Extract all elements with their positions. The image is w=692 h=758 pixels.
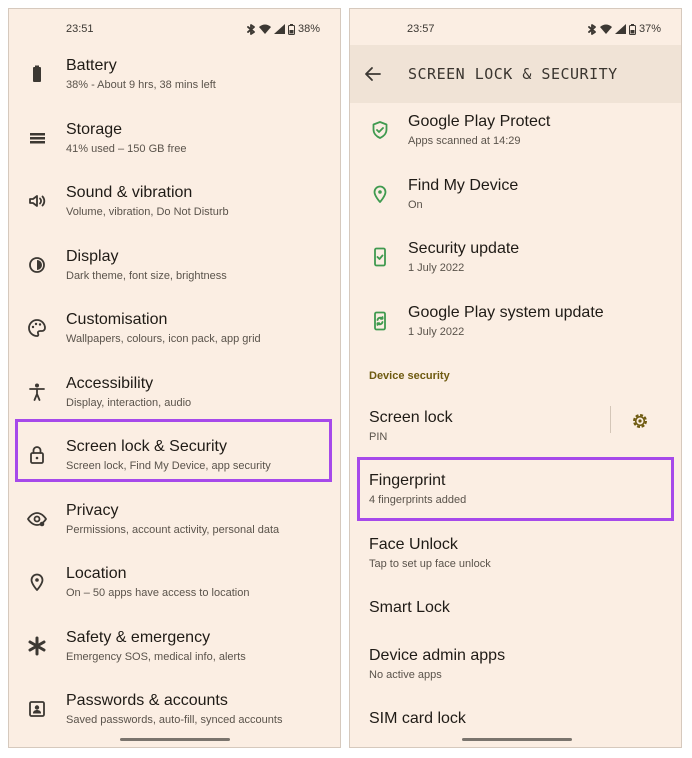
wifi-icon — [600, 24, 612, 34]
security-item-find-my-device[interactable] — [350, 169, 681, 229]
settings-item-subtitle: Permissions, account activity, personal data — [66, 524, 280, 536]
battery-status-icon — [288, 24, 295, 35]
divider — [610, 406, 611, 433]
security-item-title: Find My Device — [408, 177, 519, 194]
gear-icon[interactable] — [630, 411, 650, 431]
device-item-title: Screen lock — [369, 409, 453, 426]
settings-item-title: Accessibility — [66, 375, 154, 392]
sound-icon — [26, 190, 48, 212]
settings-item-title: Storage — [66, 121, 123, 138]
app-bar — [350, 45, 681, 103]
settings-item-storage[interactable] — [9, 113, 340, 173]
section-header-device-security: Device security — [369, 370, 450, 382]
device-item-subtitle: 4 fingerprints added — [369, 494, 467, 506]
settings-item-title: Location — [66, 565, 127, 582]
device-item-title: Fingerprint — [369, 472, 446, 489]
asterisk-icon — [26, 635, 48, 657]
settings-item-title: Customisation — [66, 311, 168, 328]
security-item-subtitle: Apps scanned at 14:29 — [408, 135, 521, 147]
settings-item-title: Safety & emergency — [66, 629, 211, 646]
security-item-security-update[interactable] — [350, 232, 681, 292]
settings-item-subtitle: Dark theme, font size, brightness — [66, 270, 227, 282]
settings-item-screen-lock-security[interactable] — [9, 430, 340, 490]
privacy-eye-icon — [26, 508, 48, 530]
settings-item-subtitle: Display, interaction, audio — [66, 397, 192, 409]
settings-item-sound[interactable] — [9, 176, 340, 236]
security-item-subtitle: 1 July 2022 — [408, 262, 465, 274]
settings-item-location[interactable] — [9, 557, 340, 617]
device-item-title: SIM card lock — [369, 710, 466, 727]
device-item-title: Smart Lock — [369, 599, 450, 616]
storage-icon — [26, 127, 48, 149]
security-item-title: Security update — [408, 240, 520, 257]
settings-item-subtitle: On – 50 apps have access to location — [66, 587, 250, 599]
device-item-title: Device admin apps — [369, 647, 506, 664]
settings-item-battery[interactable] — [9, 49, 340, 109]
settings-item-subtitle: Saved passwords, auto-fill, synced accounts — [66, 714, 283, 726]
settings-item-subtitle: Emergency SOS, medical info, alerts — [66, 651, 246, 663]
device-item-screen-lock[interactable] — [350, 401, 681, 461]
screen-lock-security-screen — [349, 8, 682, 748]
display-icon — [26, 254, 48, 276]
settings-item-subtitle: Wallpapers, colours, icon pack, app grid — [66, 333, 261, 345]
settings-item-privacy[interactable] — [9, 494, 340, 554]
palette-icon — [26, 317, 48, 339]
security-item-subtitle: 1 July 2022 — [408, 326, 465, 338]
settings-screen — [8, 8, 341, 748]
settings-item-title: Privacy — [66, 502, 119, 519]
settings-item-title: Screen lock & Security — [66, 438, 227, 455]
security-item-play-protect[interactable] — [350, 105, 681, 165]
status-icons — [587, 23, 661, 35]
settings-item-title: Battery — [66, 57, 117, 74]
settings-item-title: Sound & vibration — [66, 184, 193, 201]
settings-item-safety-emergency[interactable] — [9, 621, 340, 681]
lock-icon — [26, 444, 48, 466]
device-item-subtitle: No active apps — [369, 669, 442, 681]
device-item-title: Face Unlock — [369, 536, 458, 553]
settings-item-title: Display — [66, 248, 119, 265]
status-time: 23:57 — [407, 23, 435, 35]
security-item-play-system-update[interactable] — [350, 296, 681, 356]
settings-item-subtitle: Volume, vibration, Do Not Disturb — [66, 206, 229, 218]
status-icons — [246, 23, 320, 35]
battery-percent: 37% — [638, 23, 661, 35]
device-item-device-admin-apps[interactable] — [350, 639, 681, 699]
battery-icon — [26, 63, 48, 85]
page-title: SCREEN LOCK & SECURITY — [408, 65, 618, 83]
status-time: 23:51 — [66, 23, 94, 35]
settings-item-subtitle: 41% used – 150 GB free — [66, 143, 187, 155]
accessibility-icon — [26, 381, 48, 403]
device-item-fingerprint[interactable] — [350, 464, 681, 524]
settings-item-subtitle: 38% - About 9 hrs, 38 mins left — [66, 79, 216, 91]
security-item-title: Google Play Protect — [408, 113, 551, 130]
bluetooth-icon — [587, 24, 597, 35]
settings-item-title: Passwords & accounts — [66, 692, 228, 709]
signal-icon — [274, 24, 285, 34]
account-box-icon — [26, 698, 48, 720]
settings-item-subtitle: Screen lock, Find My Device, app security — [66, 460, 271, 472]
battery-status-icon — [629, 24, 636, 35]
settings-item-customisation[interactable] — [9, 303, 340, 363]
device-item-subtitle: PIN — [369, 431, 388, 443]
settings-item-passwords-accounts[interactable] — [9, 684, 340, 744]
back-arrow-icon[interactable] — [362, 63, 384, 85]
settings-item-accessibility[interactable] — [9, 367, 340, 427]
device-item-sim-card-lock[interactable] — [350, 702, 681, 748]
gesture-nav-bar[interactable] — [120, 738, 230, 741]
phone-sync-icon — [369, 310, 391, 332]
phone-check-icon — [369, 246, 391, 268]
device-item-face-unlock[interactable] — [350, 528, 681, 588]
signal-icon — [615, 24, 626, 34]
battery-percent: 38% — [297, 23, 320, 35]
location-pin-icon — [26, 571, 48, 593]
security-item-subtitle: On — [408, 199, 423, 211]
location-pin-icon — [369, 183, 391, 205]
gesture-nav-bar[interactable] — [462, 738, 572, 741]
bluetooth-icon — [246, 24, 256, 35]
shield-check-icon — [369, 119, 391, 141]
settings-item-display[interactable] — [9, 240, 340, 300]
security-item-title: Google Play system update — [408, 304, 604, 321]
device-item-subtitle: Tap to set up face unlock — [369, 558, 491, 570]
wifi-icon — [259, 24, 271, 34]
